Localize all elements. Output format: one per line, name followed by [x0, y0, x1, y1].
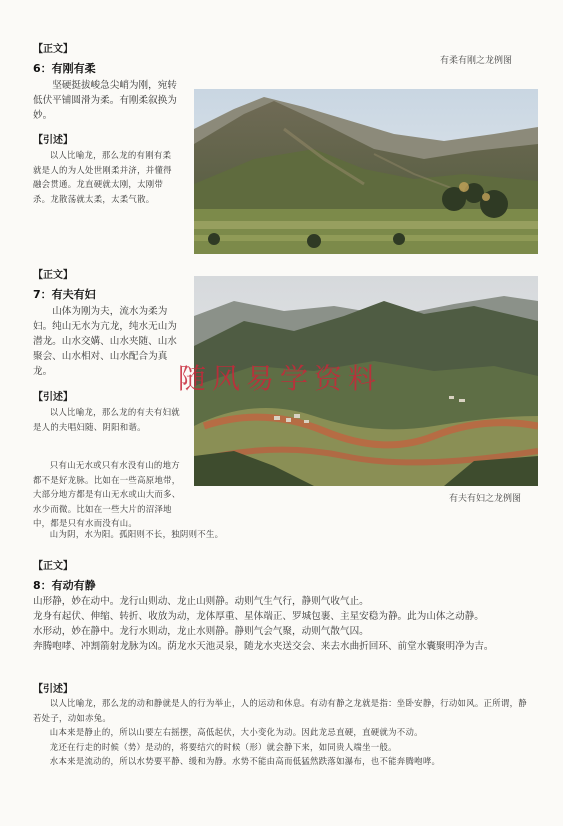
section1-text: 坚硬挺拔峻急尖峭为刚，宛转低伏平铺圆滑为柔。有刚柔叙换为妙。	[33, 80, 177, 121]
section2-yinshu-p3: 山为阴，水为阳。孤阳则不长，独阴则不生。	[49, 529, 224, 539]
section2-text: 山体为刚为夫，流水为柔为妇。纯山无水为亢龙，纯水无山为潜龙。山水交媾、山水夹随、山水聚会、山水相对、山水配合为真龙。	[33, 306, 177, 377]
watermark-text: 随风易学资料	[178, 362, 383, 395]
section3-tag: 【正文】	[33, 561, 73, 572]
section1-yinshu-tag: 【引述】	[33, 135, 73, 146]
section2-title: 7：有夫有妇	[33, 288, 96, 301]
section3-body	[33, 594, 531, 654]
section2-tag: 【正文】	[33, 270, 73, 281]
section3-yinshu-tag: 【引述】	[33, 684, 73, 695]
section2-yinshu-tag: 【引述】	[33, 392, 73, 403]
section3-yinshu-line: 山本来是静止的，所以山要左右摇摆，高低起伏，大小变化为动。因此龙忌直硬，直硬就为不动。	[49, 727, 423, 737]
section3-line: 龙身有起伏、伸缩、转折、收放为动，龙体厚重、星体端正、罗城包裹、主星安稳为静。此为山体之动静。	[33, 611, 484, 622]
section1-caption: 有柔有刚之龙例图	[440, 56, 513, 66]
section2-caption: 有夫有妇之龙例图	[449, 494, 522, 504]
section3-title: 8：有动有静	[33, 579, 96, 592]
section3-yinshu-line: 水本来是流动的，所以水势要平静、缓和为静。水势不能由高而低猛然跌落如瀑布，也不能奔腾咆哮。	[49, 756, 441, 766]
section1-title: 6：有刚有柔	[33, 62, 96, 75]
section3-line: 水形动，妙在静中。龙行水则动，龙止水则静。静则气会气聚，动则气散气囚。	[33, 626, 369, 637]
section1-yinshu-text: 以人比喻龙，那么龙的有刚有柔就是人的为人处世刚柔并济，并懂得融会贯通。龙直硬就太刚，太刚带杀。龙散荡就太柔，太柔气散。	[33, 150, 172, 204]
section2-yinshu-p1: 以人比喻龙，那么龙的有夫有妇就是人的夫唱妇随、阴阳和谐。	[33, 407, 180, 432]
mountain-photo-rigid-soft	[194, 89, 538, 254]
section3-yinshu-body	[33, 696, 531, 769]
section3-line: 奔腾咆哮、冲割箭射龙脉为凶。荫龙水天池灵泉，随龙水夹送交会、来去水曲折回环、前堂水囊聚明净为吉。	[33, 641, 494, 652]
section3-yinshu-line: 以人比喻龙，那么龙的动和静就是人的行为举止，人的运动和休息。有动有静之龙就是指：坐卧安静，行动如风。正所谓，静若处子，动如赤兔。	[33, 698, 527, 723]
section2-yinshu-p2: 只有山无水或只有水没有山的地方都不是好龙脉。比如在一些高原地带，大部分地方都是有山无水或山大而多、水少而微。比如在一些大片的沼泽地中，都是只有水而没有山。	[33, 460, 181, 528]
section1-tag: 【正文】	[33, 44, 73, 55]
section3-line: 山形静，妙在动中。龙行山则动、龙止山则静。动则气生气行，静则气收气止。	[33, 596, 369, 607]
section3-yinshu-line: 龙还在行走的时候（势）是动的，将要结穴的时候（形）就会静下来，如同贵人端坐一般。	[49, 741, 397, 752]
